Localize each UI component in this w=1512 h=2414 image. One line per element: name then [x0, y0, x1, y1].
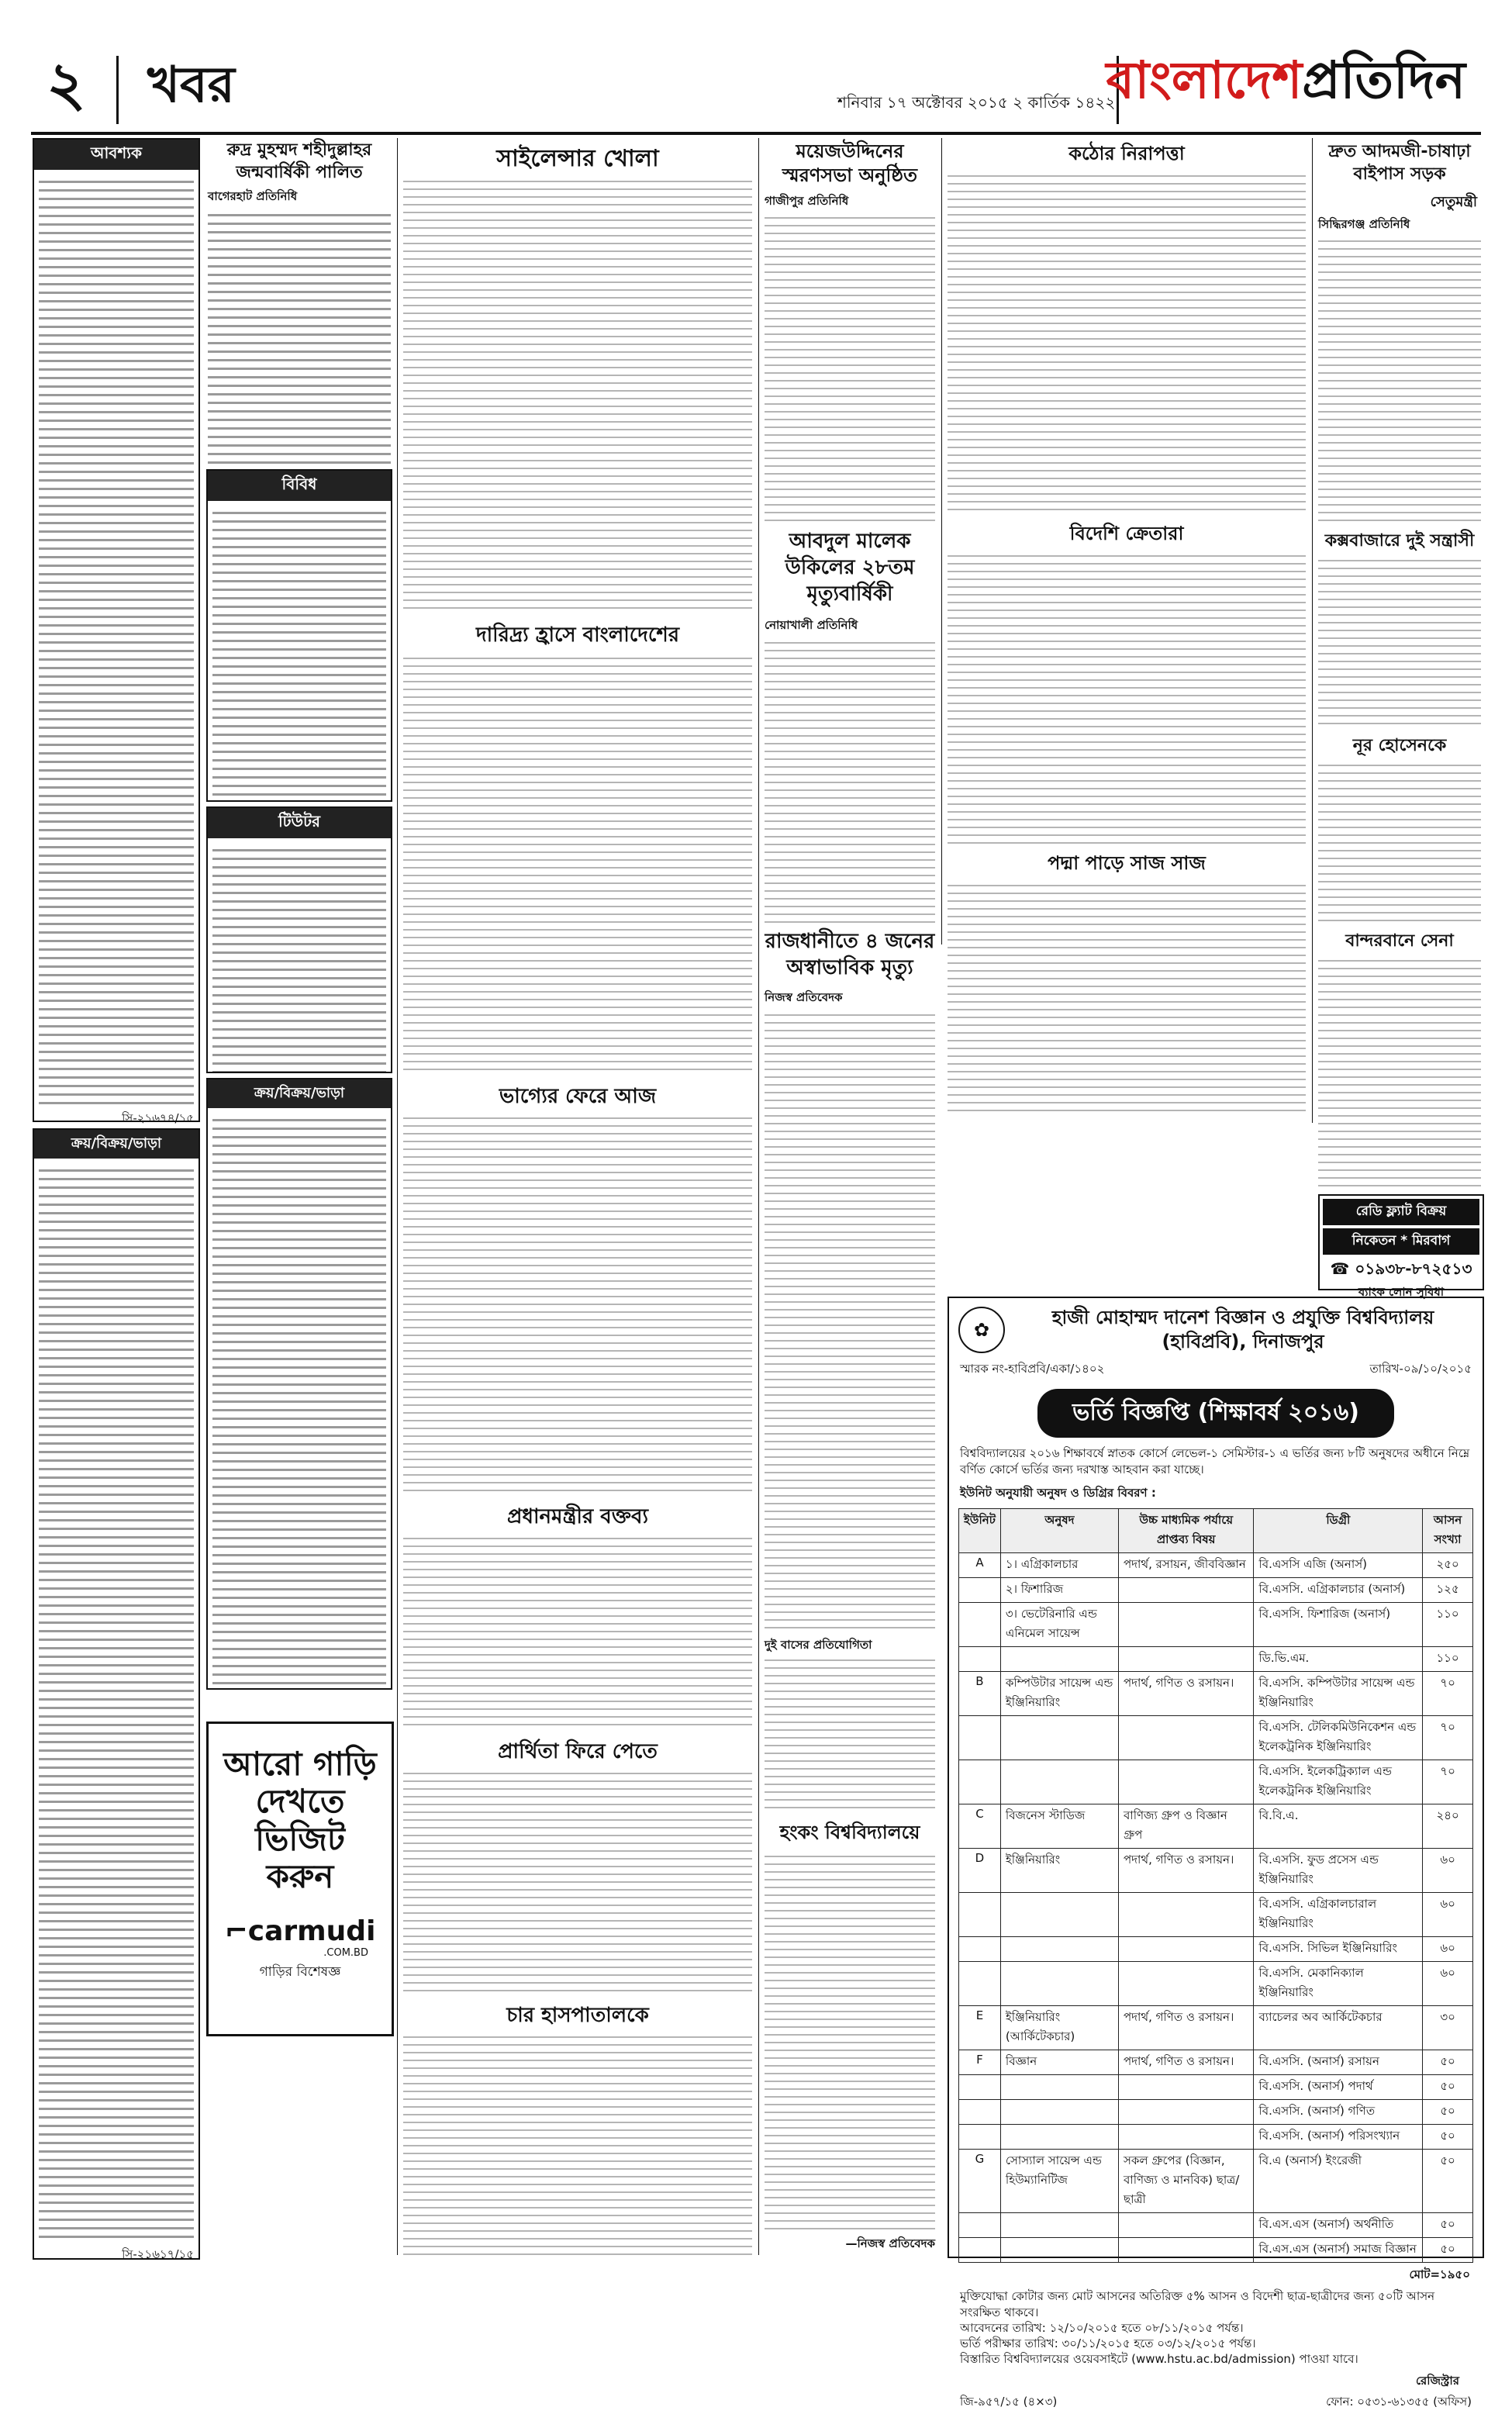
table-row	[959, 1804, 1473, 1849]
table-cell-faculty	[1000, 1962, 1118, 2006]
table-cell-seats: ৫০	[1423, 2100, 1473, 2125]
table-cell-unit	[959, 1937, 1001, 1962]
table-cell-faculty: ইঞ্জিনিয়ারিং	[1000, 1849, 1118, 1893]
table-cell-degree: বি.বি.এ.	[1254, 1804, 1423, 1849]
table-cell-subject	[1119, 1760, 1254, 1804]
headline-hongkong: হংকং বিশ্ববিদ্যালয়ে	[779, 1822, 920, 1843]
headline-deaths: রাজধানীতে ৪ জনের অস্বাভাবিক মৃত্যু	[765, 930, 935, 979]
table-cell-unit	[959, 1716, 1001, 1760]
column-rule-3	[941, 138, 942, 945]
subhead-bypass: সেতুমন্ত্রী	[1430, 194, 1477, 210]
table-cell-seats: ৭০	[1423, 1760, 1473, 1804]
table-cell-unit: F	[959, 2050, 1001, 2075]
table-header-cell: উচ্চ মাধ্যমিক পর্যায়ে প্রাপ্তব্য বিষয়	[1119, 1509, 1254, 1553]
table-cell-subject	[1119, 2125, 1254, 2150]
byline-moyez: গাজীপুর প্রতিনিধি	[765, 194, 849, 208]
notice-footer-exam-date: ভর্তি পরীক্ষার তারিখ: ৩০/১১/২০১৫ হতে ০৩/১২/২০১৫ পর্যন্ত।	[960, 2336, 1256, 2351]
table-cell-subject	[1119, 1937, 1254, 1962]
notice-footer-apply-date: আবেদনের তারিখ: ১২/১০/২০১৫ হতে ০৮/১১/২০১৫ পর্যন্ত।	[960, 2320, 1244, 2335]
table-cell-faculty: সোস্যাল সায়েন্স এন্ড হিউম্যানিটিজ	[1000, 2150, 1118, 2213]
column-rule-1	[397, 138, 398, 2255]
table-cell-seats: ৭০	[1423, 1672, 1473, 1716]
notice-ref: জি-৯৫৭/১৫ (৪×৩)	[960, 2394, 1058, 2409]
headline-bandarban: বান্দরবানে সেনা	[1345, 931, 1454, 951]
misc-text	[212, 506, 386, 796]
university-name: হাজী মোহাম্মদ দানেশ বিজ্ঞান ও প্রযুক্তি বিশ্ববিদ্যালয় (হাবিপ্রবি), দিনাজপুর	[1051, 1307, 1434, 1353]
table-cell-faculty: ইঞ্জিনিয়ারিং (আর্কিটেকচার)	[1000, 2006, 1118, 2050]
byline-malek: নোয়াখালী প্রতিনিধি	[765, 618, 858, 632]
headline-padma: পদ্মা পাড়ে সাজ সাজ	[1048, 852, 1206, 874]
table-row	[959, 2125, 1473, 2150]
subhead-bus-race: দুই বাসের প্রতিযোগিতা	[765, 1638, 872, 1652]
story-bypass-text	[1318, 234, 1481, 521]
byline-rudra: বাগেরহাট প্রতিনিধি	[208, 189, 298, 203]
table-cell-seats: ৬০	[1423, 1962, 1473, 2006]
notice-footer-quota: মুক্তিযোদ্ধা কোটার জন্য মোট আসনের অতিরিক্ত ৫% আসন ও বিদেশী ছাত্র-ছাত্রীদের জন্য ৫০টি আসন সংরক্ষিত থাকবে।	[960, 2289, 1435, 2319]
classified-needed-box	[33, 138, 200, 1125]
notice-intro: বিশ্ববিদ্যালয়ের ২০১৬ শিক্ষাবর্ষে স্নাতক কোর্সে লেভেল-১ সেমিস্টার-১ এ ভর্তির জন্য ৮টি অনুষদের অধীনে নিম্নে বর্ণিত কোর্সে ভর্তির জন্য দরখাস্ত আহবান করা যাচ্ছে।	[960, 1446, 1470, 1477]
table-cell-unit	[959, 1760, 1001, 1804]
table-cell-unit: A	[959, 1553, 1001, 1578]
story-nur-text	[1318, 758, 1481, 923]
table-cell-subject	[1119, 2100, 1254, 2125]
notice-phone: ফোন: ০৫৩১-৬১৩৫৫ (অফিস)	[1326, 2394, 1472, 2409]
table-cell-degree: বি.এসসি. ফিশারিজ (অনার্স)	[1254, 1603, 1423, 1647]
classified-needed-text	[39, 174, 194, 1105]
table-cell-unit: E	[959, 2006, 1001, 2050]
notice-subhead: ইউনিট অনুযায়ী অনুষদ ও ডিগ্রির বিবরণ :	[960, 1486, 1156, 1501]
table-row	[959, 2213, 1473, 2238]
table-cell-seats: ৫০	[1423, 2238, 1473, 2263]
carmudi-domain: .COM.BD	[323, 1947, 368, 1960]
classified-buysell-ref: সি-২১৬১৭/১৫	[122, 2247, 194, 2261]
table-row	[959, 1893, 1473, 1937]
flat-ad-locations: নিকেতন * মিরবাগ	[1323, 1228, 1479, 1255]
newspaper-logo[interactable]: বাংলাদেশপ্রতিদিন	[1106, 50, 1465, 110]
table-cell-unit: D	[959, 1849, 1001, 1893]
notice-header	[949, 1298, 1483, 1357]
story-deaths-text	[765, 1008, 935, 1628]
story-security-text	[948, 169, 1306, 514]
flat-ad-title: রেডি ফ্ল্যাট বিক্রয়	[1323, 1199, 1479, 1225]
buysell2-header: ক্রয়/বিক্রয়/ভাড়া	[208, 1079, 391, 1108]
story-coxsbazar-text	[1318, 554, 1481, 726]
classified-buysell-header: ক্রয়/বিক্রয়/ভাড়া	[34, 1130, 198, 1159]
table-cell-unit: C	[959, 1804, 1001, 1849]
story-moyez-text	[765, 211, 935, 521]
table-cell-degree: ডি.ভি.এম.	[1254, 1647, 1423, 1672]
carmudi-line4: করুন	[266, 1856, 334, 1895]
flat-sale-ad[interactable]	[1318, 1194, 1484, 1299]
headline-poverty: দারিদ্র্য হ্রাসে বাংলাদেশের	[475, 623, 680, 647]
table-cell-subject	[1119, 1716, 1254, 1760]
headline-nur-hossain: নূর হোসেনকে	[1352, 736, 1447, 755]
table-cell-unit	[959, 1962, 1001, 2006]
table-cell-faculty	[1000, 2238, 1118, 2263]
story-rudra-text	[208, 208, 391, 464]
table-cell-subject: পদার্থ, গণিত ও রসায়ন।	[1119, 1849, 1254, 1893]
headline-security: কঠোর নিরাপত্তা	[1068, 143, 1185, 164]
table-cell-faculty	[1000, 2213, 1118, 2238]
flat-ad-note: ব্যাংক লোন সুবিধা	[1358, 1285, 1445, 1299]
table-cell-degree: বি.এসসি এজি (অনার্স)	[1254, 1553, 1423, 1578]
headline-candidacy: প্রার্থিতা ফিরে পেতে	[498, 1740, 658, 1763]
table-row	[959, 1849, 1473, 1893]
table-cell-seats: ৬০	[1423, 1893, 1473, 1937]
table-row	[959, 1647, 1473, 1672]
admission-table-wrap	[949, 1508, 1483, 2263]
table-cell-degree: বি.এস.এস (অনার্স) অর্থনীতি	[1254, 2213, 1423, 2238]
table-cell-unit	[959, 2100, 1001, 2125]
table-cell-subject	[1119, 1603, 1254, 1647]
admission-banner: ভর্তি বিজ্ঞপ্তি (শিক্ষাবর্ষ ২০১৬)	[1037, 1389, 1394, 1438]
table-cell-seats: ৫০	[1423, 2213, 1473, 2238]
table-row	[959, 1716, 1473, 1760]
masthead-divider	[116, 56, 119, 124]
table-cell-subject: পদার্থ, গণিত ও রসায়ন।	[1119, 1672, 1254, 1716]
admission-table	[958, 1508, 1473, 2263]
table-cell-faculty: ২। ফিশারিজ	[1000, 1578, 1118, 1603]
table-cell-subject	[1119, 1893, 1254, 1937]
table-cell-subject: পদার্থ, রসায়ন, জীববিজ্ঞান	[1119, 1553, 1254, 1578]
table-cell-unit	[959, 1893, 1001, 1937]
table-cell-subject: সকল গ্রুপের (বিজ্ঞান, বাণিজ্য ও মানবিক) ছাত্র/ছাত্রী	[1119, 2150, 1254, 2213]
table-body	[959, 1553, 1473, 2263]
story-bandarban-text	[1318, 954, 1481, 1186]
table-header-cell: ডিগ্রী	[1254, 1509, 1423, 1553]
table-cell-subject	[1119, 2213, 1254, 2238]
notice-memo-row	[949, 1357, 1483, 1383]
table-cell-seats: ৬০	[1423, 1849, 1473, 1893]
story-silencer-text	[403, 174, 752, 613]
classified-needed-ref: সি-২১৬৭৪/১৫	[122, 1111, 194, 1125]
table-cell-unit: B	[959, 1672, 1001, 1716]
table-cell-faculty	[1000, 1716, 1118, 1760]
table-header-row	[959, 1509, 1473, 1553]
notice-footer-row	[949, 2392, 1483, 2414]
table-cell-unit	[959, 2125, 1001, 2150]
tutor-header: টিউটর	[208, 808, 391, 838]
table-cell-degree: বি.এসসি. সিভিল ইঞ্জিনিয়ারিং	[1254, 1937, 1423, 1962]
table-cell-faculty	[1000, 1760, 1118, 1804]
table-cell-unit	[959, 2238, 1001, 2263]
table-row	[959, 1760, 1473, 1804]
story-bus-text	[765, 1653, 935, 1812]
admission-notice	[948, 1297, 1484, 2409]
table-cell-unit	[959, 1603, 1001, 1647]
classified-buysell-box	[33, 1128, 200, 2260]
table-cell-unit	[959, 2213, 1001, 2238]
table-cell-faculty: ৩। ভেটেরিনারি এন্ড এনিমেল সায়েন্স	[1000, 1603, 1118, 1647]
table-cell-faculty	[1000, 1937, 1118, 1962]
story-buyers-text	[948, 549, 1306, 844]
table-cell-seats: ৭০	[1423, 1716, 1473, 1760]
table-cell-seats: ৫০	[1423, 2050, 1473, 2075]
table-cell-faculty: বিজ্ঞান	[1000, 2050, 1118, 2075]
column-rule-2	[758, 138, 759, 2255]
table-row	[959, 1672, 1473, 1716]
table-header-cell: আসন সংখ্যা	[1423, 1509, 1473, 1553]
table-cell-seats: ২৪০	[1423, 1804, 1473, 1849]
table-cell-subject	[1119, 2075, 1254, 2100]
table-row	[959, 2100, 1473, 2125]
story-poverty-text	[403, 651, 752, 1074]
page-number: ২	[47, 49, 86, 119]
table-cell-faculty	[1000, 2100, 1118, 2125]
byline-deaths: নিজস্ব প্রতিবেদক	[765, 990, 843, 1004]
table-cell-degree: ব্যাচেলর অব আর্কিটেকচার	[1254, 2006, 1423, 2050]
table-cell-seats: ২৫০	[1423, 1553, 1473, 1578]
table-row	[959, 1603, 1473, 1647]
table-cell-subject	[1119, 1647, 1254, 1672]
headline-rudra: রুদ্র মুহম্মদ শহীদুল্লাহর জন্মবার্ষিকী পালিত	[226, 140, 372, 182]
phone-icon: ☎	[1330, 1259, 1355, 1278]
headline-hospitals: চার হাসপাতালকে	[506, 2004, 649, 2027]
notice-total: মোট=১৯৫০	[1409, 2267, 1470, 2282]
table-cell-seats: ১১০	[1423, 1647, 1473, 1672]
table-cell-degree: বি.এসসি. (অনার্স) গণিত	[1254, 2100, 1423, 2125]
buysell2-box	[206, 1078, 392, 1690]
table-row	[959, 1962, 1473, 2006]
table-cell-subject	[1119, 1578, 1254, 1603]
table-cell-faculty	[1000, 2125, 1118, 2150]
buysell2-text	[212, 1113, 386, 1687]
story-padma-text	[948, 879, 1306, 1111]
table-cell-degree: বি.এসসি. (অনার্স) পদার্থ	[1254, 2075, 1423, 2100]
table-cell-faculty	[1000, 1647, 1118, 1672]
table-row	[959, 1578, 1473, 1603]
table-cell-subject	[1119, 2238, 1254, 2263]
table-row	[959, 1553, 1473, 1578]
table-cell-degree: বি.এসসি. (অনার্স) রসায়ন	[1254, 2050, 1423, 2075]
headline-moyez: ময়েজউদ্দিনের স্মরণসভা অনুষ্ঠিত	[782, 140, 918, 187]
carmudi-line2: দেখতে	[255, 1782, 345, 1821]
university-seal-icon: ✿	[958, 1307, 1005, 1353]
headline-fate: ভাগ্যের ফেরে আজ	[499, 1085, 657, 1108]
carmudi-line3: ভিজিট	[255, 1819, 345, 1858]
column-rule-4	[1312, 138, 1313, 1123]
table-cell-subject	[1119, 1962, 1254, 2006]
table-cell-subject: পদার্থ, গণিত ও রসায়ন।	[1119, 2006, 1254, 2050]
table-cell-faculty	[1000, 2075, 1118, 2100]
story-hospitals-text	[403, 2030, 752, 2255]
story-hongkong-text	[765, 1849, 935, 2229]
table-cell-seats: ৬০	[1423, 1937, 1473, 1962]
table-cell-subject: বাণিজ্য গ্রুপ ও বিজ্ঞান গ্রুপ	[1119, 1804, 1254, 1849]
table-header-cell: অনুষদ	[1000, 1509, 1118, 1553]
story-malek-text	[765, 636, 935, 923]
table-cell-degree: বি.এ (অনার্স) ইংরেজী	[1254, 2150, 1423, 2213]
table-cell-degree: বি.এসসি. এগ্রিকালচার (অনার্স)	[1254, 1578, 1423, 1603]
table-cell-degree: বি.এসসি. ইলেকট্রিক্যাল এন্ড ইলেকট্রনিক ইঞ্জিনিয়ারিং	[1254, 1760, 1423, 1804]
table-cell-unit: G	[959, 2150, 1001, 2213]
story-candidacy-text	[403, 1766, 752, 1991]
carmudi-line1: আরো গাড়ি	[223, 1745, 377, 1783]
tutor-box	[206, 806, 392, 1073]
classified-needed-header: আবশ্যক	[34, 140, 198, 170]
table-cell-subject: পদার্থ, গণিত ও রসায়ন।	[1119, 2050, 1254, 2075]
table-cell-seats: ১১০	[1423, 1603, 1473, 1647]
table-cell-unit	[959, 1578, 1001, 1603]
table-cell-faculty: কম্পিউটার সায়েন্স এন্ড ইঞ্জিনিয়ারিং	[1000, 1672, 1118, 1716]
headline-silencer: সাইলেন্সার খোলা	[496, 145, 659, 172]
section-title: খবর	[147, 56, 235, 114]
carmudi-ad[interactable]	[206, 1722, 394, 2036]
car-icon: ⌐	[224, 1915, 248, 1948]
table-cell-degree: বি.এসসি. ফুড প্রসেস এন্ড ইঞ্জিনিয়ারিং	[1254, 1849, 1423, 1893]
story-fate-text	[403, 1111, 752, 1495]
table-cell-degree: বি.এসসি. টেলিকমিউনিকেশন এন্ড ইলেকট্রনিক ইঞ্জিনিয়ারিং	[1254, 1716, 1423, 1760]
misc-header: বিবিধ	[208, 471, 391, 501]
table-cell-seats: ৫০	[1423, 2125, 1473, 2150]
table-cell-degree: বি.এসসি. কম্পিউটার সায়েন্স এন্ড ইঞ্জিনিয়ারিং	[1254, 1672, 1423, 1716]
table-header-cell: ইউনিট	[959, 1509, 1001, 1553]
table-cell-seats: ১২৫	[1423, 1578, 1473, 1603]
notice-date: তারিখ-০৯/১০/২০১৫	[1369, 1362, 1472, 1376]
headline-coxsbazar: কক্সবাজারে দুই সন্ত্রাসী	[1324, 531, 1475, 551]
table-row	[959, 2075, 1473, 2100]
dateline: শনিবার ১৭ অক্টোবর ২০১৫ ২ কার্তিক ১৪২২	[837, 93, 1116, 112]
carmudi-logo: ⌐carmudi	[224, 1915, 376, 1948]
notice-memo: স্মারক নং-হাবিপ্রবি/একা/১৪০২	[960, 1362, 1105, 1376]
headline-pm-speech: প্রধানমন্ত্রীর বক্তব্য	[506, 1505, 649, 1528]
table-cell-seats: ৩০	[1423, 2006, 1473, 2050]
notice-signature: রেজিস্ট্রার	[1415, 2373, 1459, 2388]
byline-hongkong: —নিজস্ব প্রতিবেদক	[845, 2236, 935, 2250]
classified-buysell-text	[39, 1163, 194, 2241]
byline-bypass: সিদ্ধিরগঞ্জ প্রতিনিধি	[1318, 217, 1410, 231]
table-cell-unit	[959, 2075, 1001, 2100]
carmudi-tagline: গাড়ির বিশেষজ্ঞ	[259, 1964, 341, 1981]
table-row	[959, 2150, 1473, 2213]
notice-footer-website[interactable]: বিস্তারিত বিশ্ববিদ্যালয়ের ওয়েবসাইটে (www.hstu.ac.bd/admission) পাওয়া যাবে।	[960, 2352, 1358, 2367]
table-cell-degree: বি.এসসি. মেকানিক্যাল ইঞ্জিনিয়ারিং	[1254, 1962, 1423, 2006]
table-row	[959, 2050, 1473, 2075]
story-pm-text	[403, 1532, 752, 1729]
table-row	[959, 2006, 1473, 2050]
table-cell-faculty: ১। এগ্রিকালচার	[1000, 1553, 1118, 1578]
table-row	[959, 1937, 1473, 1962]
tutor-text	[212, 843, 386, 1072]
table-cell-seats: ৫০	[1423, 2075, 1473, 2100]
headline-buyers: বিদেশি ক্রেতারা	[1069, 523, 1184, 544]
table-cell-unit	[959, 1647, 1001, 1672]
table-cell-degree: বি.এসসি. (অনার্স) পরিসংখ্যান	[1254, 2125, 1423, 2150]
headline-malek: আবদুল মালেক উকিলের ২৮তম মৃত্যুবার্ষিকী	[785, 530, 915, 606]
table-cell-faculty	[1000, 1893, 1118, 1937]
flat-ad-phone: ☎ ০১৯৩৮-৮৭২৫১৩	[1330, 1259, 1472, 1278]
table-cell-seats: ৫০	[1423, 2150, 1473, 2213]
misc-box	[206, 469, 392, 802]
table-cell-faculty: বিজনেস স্টাডিজ	[1000, 1804, 1118, 1849]
table-cell-degree: বি.এসসি. এগ্রিকালচারাল ইঞ্জিনিয়ারিং	[1254, 1893, 1423, 1937]
table-row	[959, 2238, 1473, 2263]
headline-bypass: দ্রুত আদমজী-চাষাঢ়া বাইপাস সড়ক	[1328, 142, 1471, 184]
table-cell-degree: বি.এস.এস (অনার্স) সমাজ বিজ্ঞান	[1254, 2238, 1423, 2263]
